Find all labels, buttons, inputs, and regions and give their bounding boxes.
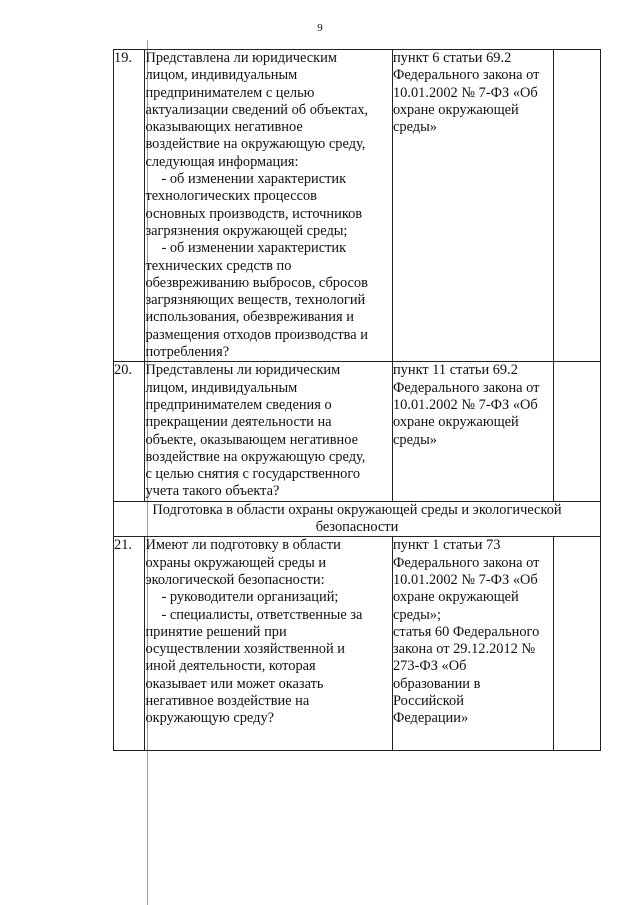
- question-cell: [145, 537, 393, 750]
- question-line: Представлена ли юридическим: [145, 50, 337, 66]
- question-line: учета такого объекта?: [145, 483, 280, 500]
- empty-cell: [554, 537, 601, 750]
- reference-line: Федерального закона от: [392, 554, 540, 571]
- row-number: 21.: [114, 537, 145, 750]
- question-line: принятие решений при: [145, 623, 287, 640]
- table-row-20: [114, 362, 601, 501]
- question-line: Представлены ли юридическим: [145, 362, 341, 379]
- reference-line: среды»: [392, 119, 437, 136]
- table-row-21: [114, 537, 601, 750]
- question-line: объекте, оказывающем негативное: [145, 431, 358, 448]
- question-cell: [145, 362, 393, 501]
- question-line: актуализации сведений об объектах,: [145, 101, 369, 118]
- empty-cell: [554, 50, 601, 362]
- question-line: с целью снятия с государственного: [145, 466, 361, 483]
- question-line: - об изменении характеристик: [161, 171, 347, 188]
- section-heading-line: безопасности: [315, 519, 399, 536]
- reference-line: Федерального закона от: [392, 67, 540, 84]
- page-number: 9: [317, 22, 323, 34]
- question-line: воздействие на окружающую среду,: [145, 136, 366, 153]
- question-line: негативное воздействие на: [145, 692, 310, 709]
- question-line: загрязняющих веществ, технологий: [145, 292, 366, 309]
- reference-line: 10.01.2002 № 7-ФЗ «Об: [392, 571, 538, 588]
- reference-line: закона от 29.12.2012 №: [392, 641, 536, 658]
- reference-line: 273-ФЗ «Об: [392, 658, 467, 675]
- reference-cell: [392, 362, 553, 501]
- question-line: окружающую среду?: [145, 710, 275, 727]
- reference-line: пункт 11 статьи 69.2: [392, 362, 518, 379]
- question-line: оказывающих негативное: [145, 119, 303, 136]
- question-line: основных производств, источников: [145, 205, 363, 222]
- reference-cell: [392, 537, 553, 750]
- reference-line: охране окружающей: [392, 589, 519, 606]
- question-line: - об изменении характеристик: [161, 240, 347, 257]
- reference-line: 10.01.2002 № 7-ФЗ «Об: [392, 84, 538, 101]
- table-row-19: [114, 50, 601, 362]
- reference-line: Российской: [392, 692, 464, 709]
- reference-line: пункт 1 статьи 73: [392, 537, 501, 554]
- question-line: - специалисты, ответственные за: [161, 606, 363, 623]
- question-line: иной деятельности, которая: [145, 658, 316, 675]
- reference-line: охране окружающей: [392, 101, 519, 118]
- reference-line: статья 60 Федерального: [392, 623, 540, 640]
- question-line: оказывает или может оказать: [145, 675, 324, 692]
- question-line: осуществлении хозяйственной и: [145, 641, 345, 658]
- question-line: предпринимателем с целью: [145, 84, 315, 101]
- question-line: лицом, индивидуальным: [145, 379, 298, 396]
- question-line: прекращении деятельности на: [145, 414, 332, 431]
- question-line: Имеют ли подготовку в области: [145, 537, 341, 554]
- question-line: экологической безопасности:: [145, 571, 325, 588]
- question-line: охраны окружающей среды и: [145, 554, 327, 571]
- question-line: загрязнения окружающей среды;: [145, 222, 348, 239]
- question-line: воздействие на окружающую среду,: [145, 448, 366, 465]
- reference-line: охране окружающей: [392, 414, 519, 431]
- question-line: следующая информация:: [145, 153, 299, 170]
- question-line: лицом, индивидуальным: [145, 67, 298, 84]
- row-number: 20.: [114, 362, 145, 501]
- reference-line: Федерации»: [392, 710, 469, 727]
- reference-line: 10.01.2002 № 7-ФЗ «Об: [392, 396, 538, 413]
- question-line: использования, обезвреживания и: [145, 309, 354, 326]
- checklist-table: [113, 49, 601, 751]
- row-number: 19.: [114, 50, 145, 362]
- question-line: потребления?: [145, 344, 230, 361]
- question-line: технологических процессов: [145, 188, 317, 205]
- section-heading-row: [114, 501, 601, 537]
- reference-line: пункт 6 статьи 69.2: [392, 50, 512, 66]
- reference-line: образовании в: [392, 675, 481, 692]
- section-heading-line: Подготовка в области охраны окружающей среды и экологической: [152, 501, 562, 518]
- question-cell: [145, 50, 393, 362]
- reference-cell: [392, 50, 553, 362]
- question-line: размещения отходов производства и: [145, 326, 368, 343]
- question-line: предпринимателем сведения о: [145, 396, 332, 413]
- empty-cell: [554, 362, 601, 501]
- question-line: - руководители организаций;: [161, 589, 339, 606]
- section-heading: [114, 501, 601, 537]
- reference-line: среды»;: [392, 606, 441, 623]
- reference-line: Федерального закона от: [392, 379, 540, 396]
- reference-line: среды»: [392, 431, 437, 448]
- question-line: обезвреживанию выбросов, сбросов: [145, 274, 368, 291]
- question-line: технических средств по: [145, 257, 292, 274]
